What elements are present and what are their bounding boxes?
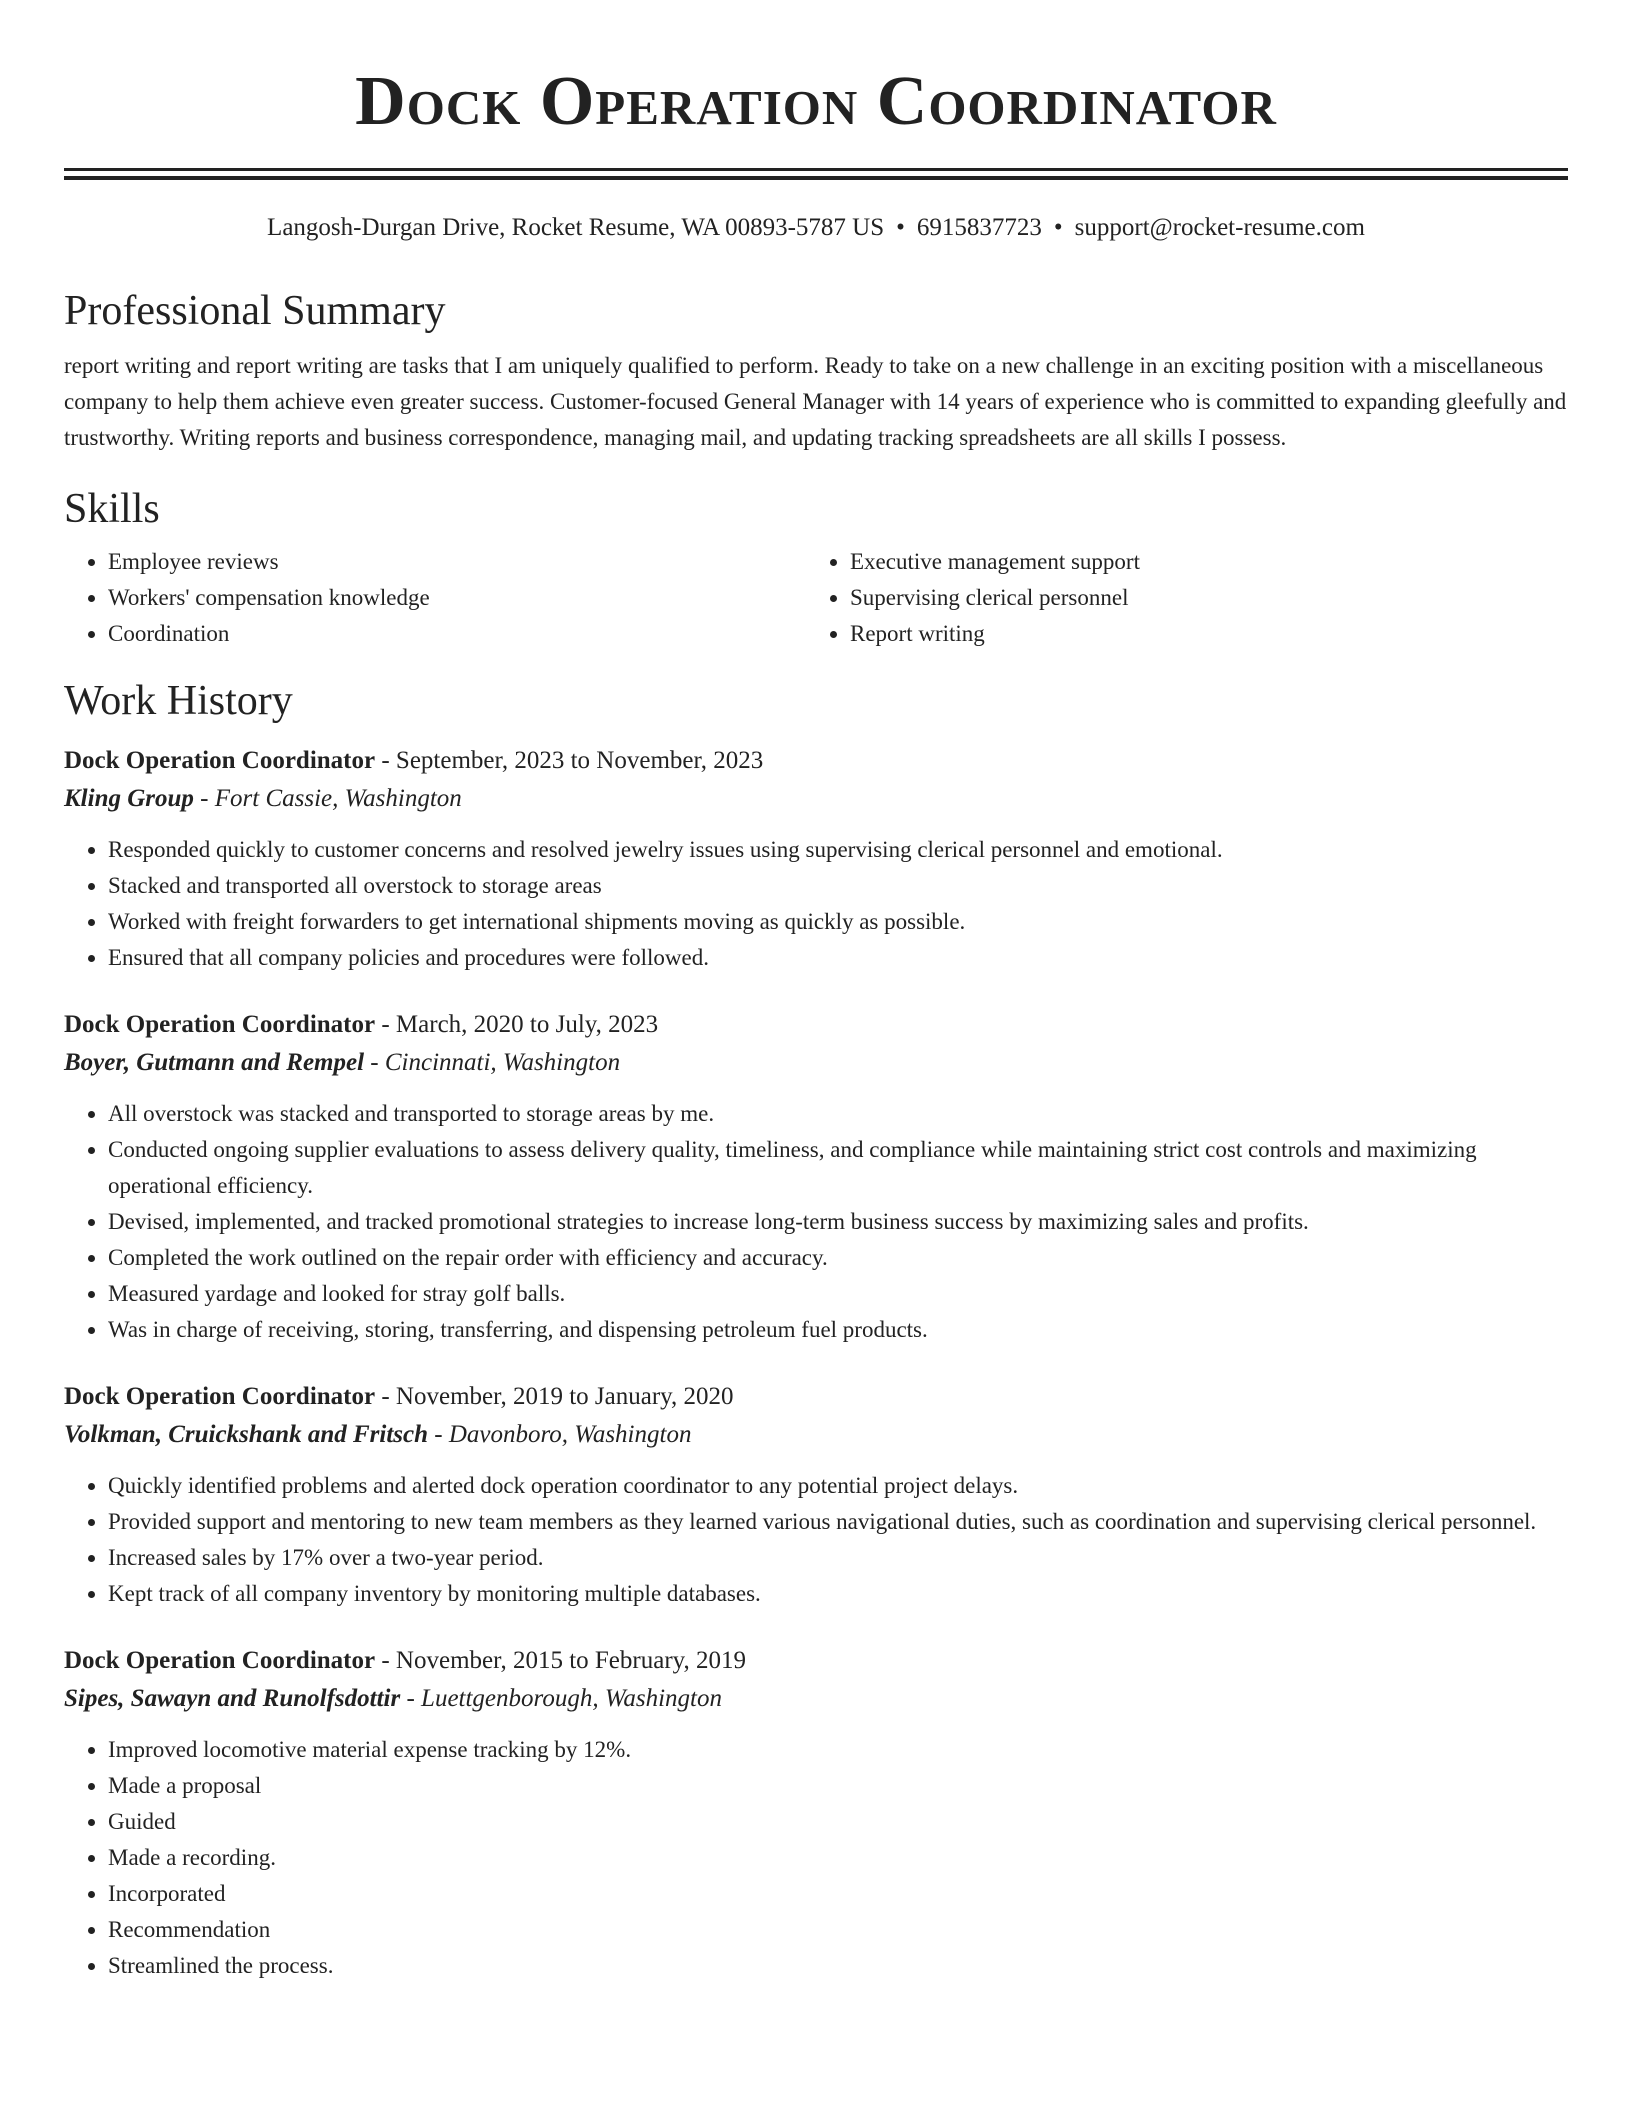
job-bullet: • Provided support and mentoring to new team members as they learned various navigational duties, such as coordination and supervising clerical personnel.	[108, 1504, 1568, 1540]
job-bullet: • Stacked and transported all overstock to storage areas	[108, 868, 1568, 904]
job-bullet: • Ensured that all company policies and procedures were followed.	[108, 940, 1568, 976]
job-entry	[64, 742, 1568, 976]
job-dates: - September, 2023 to November, 2023	[375, 747, 764, 774]
job-bullets	[64, 832, 1568, 976]
job-company-line	[64, 1416, 1568, 1454]
job-role: Dock Operation Coordinator	[64, 747, 376, 774]
job-role: Dock Operation Coordinator	[64, 1383, 376, 1410]
skills-column-right	[806, 544, 1548, 652]
job-bullet: • Was in charge of receiving, storing, transferring, and dispensing petroleum fuel products.	[108, 1312, 1568, 1348]
job-location: - Davonboro, Washington	[428, 1421, 692, 1448]
job-title-line	[64, 742, 1568, 780]
job-bullet: • All overstock was stacked and transported to storage areas by me.	[108, 1096, 1568, 1132]
job-bullet: • Increased sales by 17% over a two-year period.	[108, 1540, 1568, 1576]
skill-item: • Workers' compensation knowledge	[108, 580, 806, 616]
job-bullet: • Guided	[108, 1804, 1568, 1840]
job-role: Dock Operation Coordinator	[64, 1647, 376, 1674]
contact-address: Langosh-Durgan Drive, Rocket Resume, WA 00893-5787 US	[267, 214, 885, 241]
skill-item: • Coordination	[108, 616, 806, 652]
job-bullet: • Quickly identified problems and alerted dock operation coordinator to any potential project delays.	[108, 1468, 1568, 1504]
job-company-line	[64, 1044, 1568, 1082]
work-history-heading: Work History	[64, 678, 293, 724]
job-role: Dock Operation Coordinator	[64, 1011, 376, 1038]
contact-separator: •	[896, 214, 905, 241]
skills-column-left	[64, 544, 806, 652]
job-dates: - March, 2020 to July, 2023	[375, 1011, 659, 1038]
contact-email: support@rocket-resume.com	[1074, 214, 1365, 241]
job-bullet: • Completed the work outlined on the repair order with efficiency and accuracy.	[108, 1240, 1568, 1276]
job-location: - Luettgenborough, Washington	[400, 1685, 722, 1712]
skill-item: • Executive management support	[850, 544, 1548, 580]
job-company: Volkman, Cruickshank and Fritsch	[64, 1421, 429, 1448]
job-bullets	[64, 1096, 1568, 1348]
job-company-line	[64, 1680, 1568, 1718]
job-title-line	[64, 1378, 1568, 1416]
skill-item: • Supervising clerical personnel	[850, 580, 1548, 616]
job-bullet: • Incorporated	[108, 1876, 1568, 1912]
job-location: - Cincinnati, Washington	[364, 1049, 621, 1076]
resume-page	[64, 0, 1568, 1984]
job-dates: - November, 2015 to February, 2019	[375, 1647, 747, 1674]
job-title-line	[64, 1006, 1568, 1044]
job-bullet: • Kept track of all company inventory by monitoring multiple databases.	[108, 1576, 1568, 1612]
job-entry	[64, 1006, 1568, 1348]
contact-line	[64, 210, 1568, 246]
skill-item: • Employee reviews	[108, 544, 806, 580]
contact-phone: 6915837723	[916, 214, 1042, 241]
job-company-line	[64, 780, 1568, 818]
resume-name: Dock Operation Coordinator	[355, 63, 1277, 140]
header-divider	[64, 168, 1568, 180]
job-bullet: • Recommendation	[108, 1912, 1568, 1948]
job-bullet: • Conducted ongoing supplier evaluations to assess delivery quality, timeliness, and compliance while maintaining strict cost controls and maximizing operational efficiency.	[108, 1132, 1568, 1204]
job-title-line	[64, 1642, 1568, 1680]
skill-item: • Report writing	[850, 616, 1548, 652]
job-bullet: • Responded quickly to customer concerns and resolved jewelry issues using supervising clerical personnel and emotional.	[108, 832, 1568, 868]
skills-heading: Skills	[64, 486, 160, 532]
job-company: Sipes, Sawayn and Runolfsdottir	[64, 1685, 401, 1712]
job-bullets	[64, 1468, 1568, 1612]
job-bullet: • Improved locomotive material expense tracking by 12%.	[108, 1732, 1568, 1768]
job-bullet: • Devised, implemented, and tracked promotional strategies to increase long-term business success by maximizing sales and profits.	[108, 1204, 1568, 1240]
job-bullet: • Streamlined the process.	[108, 1948, 1568, 1984]
job-bullet: • Made a proposal	[108, 1768, 1568, 1804]
job-company: Boyer, Gutmann and Rempel	[64, 1049, 365, 1076]
job-bullets	[64, 1732, 1568, 1984]
job-bullet: • Measured yardage and looked for stray golf balls.	[108, 1276, 1568, 1312]
job-entry	[64, 1378, 1568, 1612]
job-company: Kling Group	[64, 785, 194, 812]
summary-heading: Professional Summary	[64, 288, 446, 334]
job-bullet: • Made a recording.	[108, 1840, 1568, 1876]
job-dates: - November, 2019 to January, 2020	[375, 1383, 734, 1410]
job-location: - Fort Cassie, Washington	[193, 785, 462, 812]
job-bullet: • Worked with freight forwarders to get international shipments moving as quickly as possible.	[108, 904, 1568, 940]
job-entry	[64, 1642, 1568, 1984]
contact-separator: •	[1053, 214, 1063, 241]
skills-list	[64, 544, 1568, 652]
summary-text: report writing and report writing are tasks that I am uniquely qualified to perform. Ready to take on a new challenge in an exciting position with a miscellaneous company to help them achieve even greater success. Customer-focused General Manager with 14 years of experience who is committed to expanding gleefully and trustworthy. Writing reports and business correspondence, managing mail, and updating tracking spreadsheets are all skills I possess.	[64, 353, 1567, 450]
